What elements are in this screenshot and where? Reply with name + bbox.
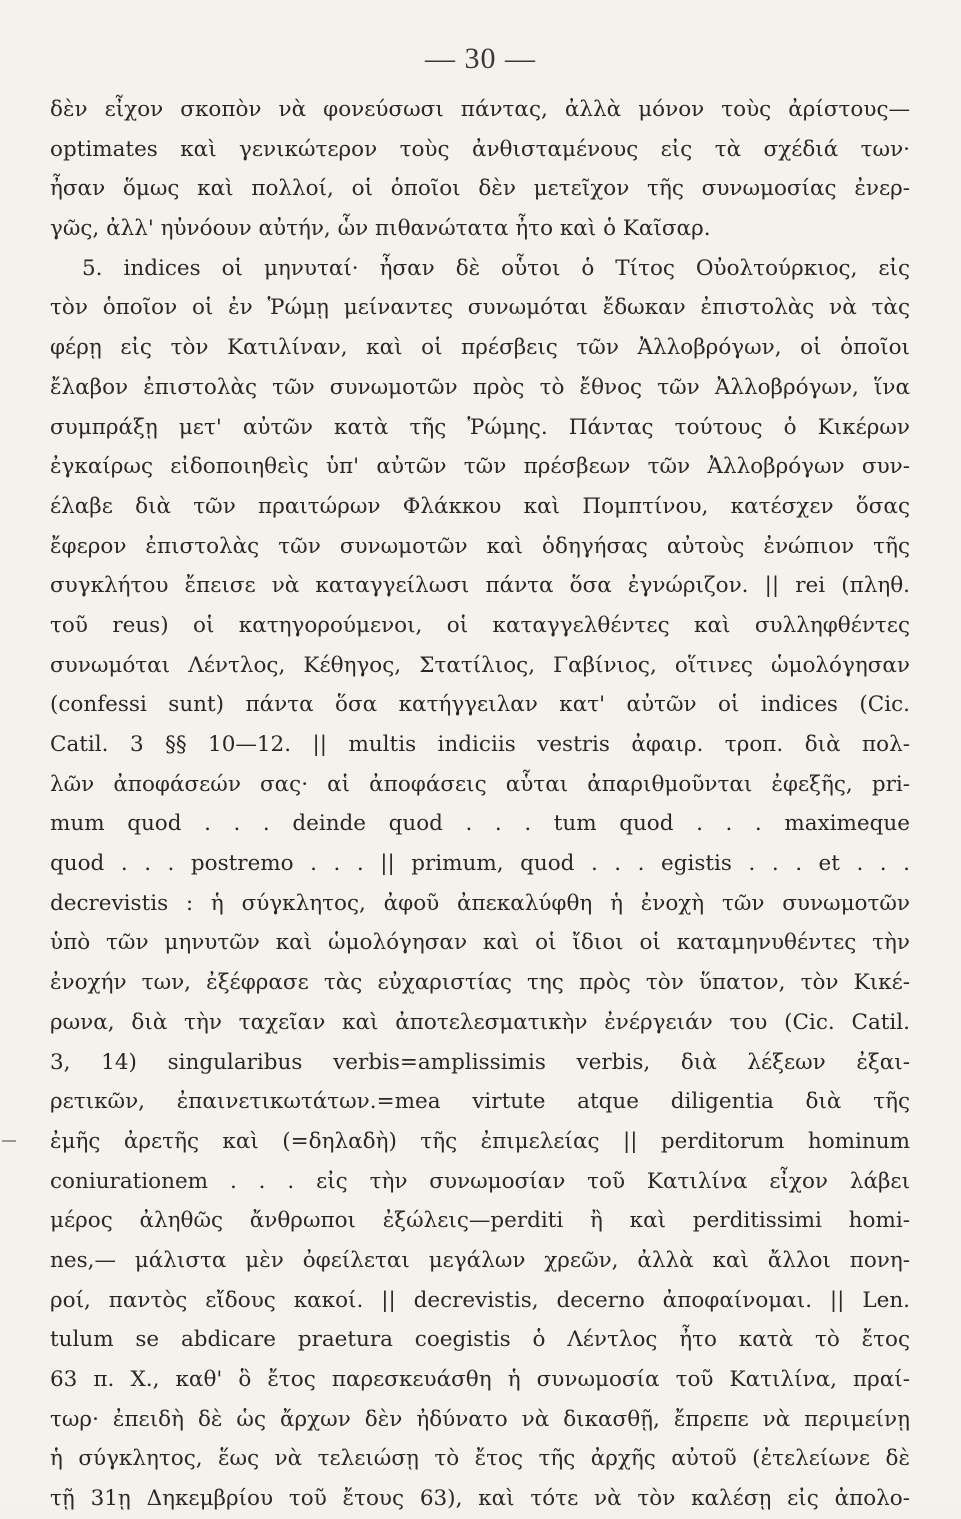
- text-line: ρωνα, διὰ τὴν ταχεῖαν καὶ ἀποτελεσματικὴν ἐνέργειάν του (Cic. Catil.: [50, 1009, 910, 1035]
- text-line: ἔφερον ἐπιστολὰς τῶν συνωμοτῶν καὶ ὁδηγήσας αὐτοὺς ἐνώπιον τῆς: [50, 533, 910, 559]
- text-line: λῶν ἀποφάσεών σας· αἱ ἀποφάσεις αὗται ἀπαριθμοῦνται ἐφεξῆς, pri-: [50, 771, 910, 797]
- text-line: ἐμῆς ἀρετῆς καὶ (=δηλαδὴ) τῆς ἐπιμελείας || perditorum hominum: [50, 1128, 910, 1154]
- text-line: ἔλαβον ἐπιστολὰς τῶν συνωμοτῶν πρὸς τὸ ἔθνος τῶν Ἀλλοβρόγων, ἵνα: [50, 374, 910, 400]
- text-line: συνωμόται Λέντλος, Κέθηγος, Στατίλιος, Γαβίνιος, οἵτινες ὡμολόγησαν: [50, 652, 910, 678]
- text-line: τῇ 31ῃ Δηκεμβρίου τοῦ ἔτους 63), καὶ τότε νὰ τὸν καλέσῃ εἰς ἀπολο-: [50, 1486, 910, 1512]
- text-line: δὲν εἶχον σκοπὸν νὰ φονεύσωσι πάντας, ἀλλὰ μόνον τοὺς ἀρίστους—: [50, 97, 910, 122]
- text-line: nes,— μάλιστα μὲν ὀφείλεται μεγάλων χρεῶν, ἀλλὰ καὶ ἄλλοι πονη-: [50, 1247, 910, 1273]
- text-line: coniurationem . . . εἰς τὴν συνωμοσίαν τοῦ Κατιλίνα εἶχον λάβει: [50, 1168, 910, 1194]
- text-line: 5. indices οἱ μηνυταί· ἦσαν δὲ οὗτοι ὁ Τίτος Οὐολτούρκιος, εἰς: [82, 255, 910, 281]
- page-number: — 30 —: [425, 42, 536, 75]
- text-line: ἐγκαίρως εἰδοποιηθεὶς ὑπ' αὐτῶν τῶν πρέσβεων τῶν Ἀλλοβρόγων συν-: [50, 454, 910, 480]
- text-line: Catil. 3 §§ 10—12. || multis indiciis vestris ἀφαιρ. τροπ. διὰ πολ-: [50, 732, 910, 757]
- text-line: decrevistis : ἡ σύγκλητος, ἀφοῦ ἀπεκαλύφθη ἡ ἐνοχὴ τῶν συνωμοτῶν: [50, 890, 910, 916]
- text-line: γῶς, ἀλλ' ηὐνόουν αὐτήν, ὧν πιθανώτατα ἦτο καὶ ὁ Καῖσαρ.: [50, 216, 711, 242]
- text-line: τωρ· ἐπειδὴ δὲ ὡς ἄρχων δὲν ἠδύνατο νὰ δικασθῇ, ἔπρεπε νὰ περιμείνῃ: [50, 1406, 910, 1432]
- text-line: ὑπὸ τῶν μηνυτῶν καὶ ὡμολόγησαν καὶ οἱ ἴδιοι οἱ καταμηνυθέντες τὴν: [50, 930, 910, 956]
- commentary-text: [50, 90, 910, 1519]
- text-line: 63 π. Χ., καθ' ὃ ἔτος παρεσκευάσθη ἡ συνωμοσία τοῦ Κατιλίνα, πραί-: [50, 1367, 910, 1392]
- text-line: τοῦ reus) οἱ κατηγορούμενοι, οἱ καταγγελθέντες καὶ συλληφθέντες: [50, 612, 910, 638]
- text-line: optimates καὶ γενικώτερον τοὺς ἀνθισταμένους εἰς τὰ σχέδιά των·: [50, 136, 910, 162]
- text-line: ἡ σύγκλητος, ἕως νὰ τελειώσῃ τὸ ἔτος τῆς ἀρχῆς αὐτοῦ (ἐτελείωνε δὲ: [50, 1446, 910, 1472]
- text-line: quod . . . postremo . . . || primum, quod . . . egistis . . . et . . .: [50, 851, 910, 877]
- text-line: ἐνοχήν των, ἐξέφρασε τὰς εὐχαριστίας της πρὸς τὸν ὕπατον, τὸν Κικέ-: [50, 970, 910, 996]
- text-line: ρετικῶν, ἐπαινετικωτάτων.=mea virtute atque diligentia διὰ τῆς: [50, 1089, 910, 1115]
- text-line: φέρῃ εἰς τὸν Κατιλίναν, καὶ οἱ πρέσβεις τῶν Ἀλλοβρόγων, οἱ ὁποῖοι: [50, 335, 910, 361]
- text-line: τὸν ὁποῖον οἱ ἐν Ῥώμῃ μείναντες συνωμόται ἔδωκαν ἐπιστολὰς νὰ τὰς: [50, 295, 910, 321]
- text-line: έλαβε διὰ τῶν πραιτώρων Φλάκκου καὶ Πομπτίνου, κατέσχεν ὅσας: [50, 493, 910, 519]
- text-line: mum quod . . . deinde quod . . . tum quod . . . maximeque: [50, 811, 910, 837]
- text-line: ἦσαν ὅμως καὶ πολλοί, οἱ ὁποῖοι δὲν μετεῖχον τῆς συνωμοσίας ἐνερ-: [50, 176, 910, 202]
- text-line: συμπράξῃ μετ' αὐτῶν κατὰ τῆς Ῥώμης. Πάντας τούτους ὁ Κικέρων: [50, 414, 910, 440]
- margin-stroke: [2, 1140, 16, 1142]
- text-line: μέρος ἀληθῶς ἄνθρωποι ἐξώλεις—perditi ἢ καὶ perditissimi homi-: [50, 1208, 910, 1234]
- text-line: 3, 14) singularibus verbis=amplissimis verbis, διὰ λέξεων ἐξαι-: [50, 1049, 910, 1075]
- text-line: (confessi sunt) πάντα ὅσα κατήγγειλαν κατ' αὐτῶν οἱ indices (Cic.: [50, 692, 910, 718]
- text-line: tulum se abdicare praetura coegistis ὁ Λέντλος ἦτο κατὰ τὸ ἔτος: [50, 1327, 910, 1353]
- text-line: ροί, παντὸς εἴδους κακοί. || decrevistis, decerno ἀποφαίνομαι. || Len.: [50, 1287, 910, 1313]
- text-line: συγκλήτου ἔπεισε νὰ καταγγείλωσι πάντα ὅσα ἐγνώριζον. || rei (πληθ.: [50, 573, 910, 599]
